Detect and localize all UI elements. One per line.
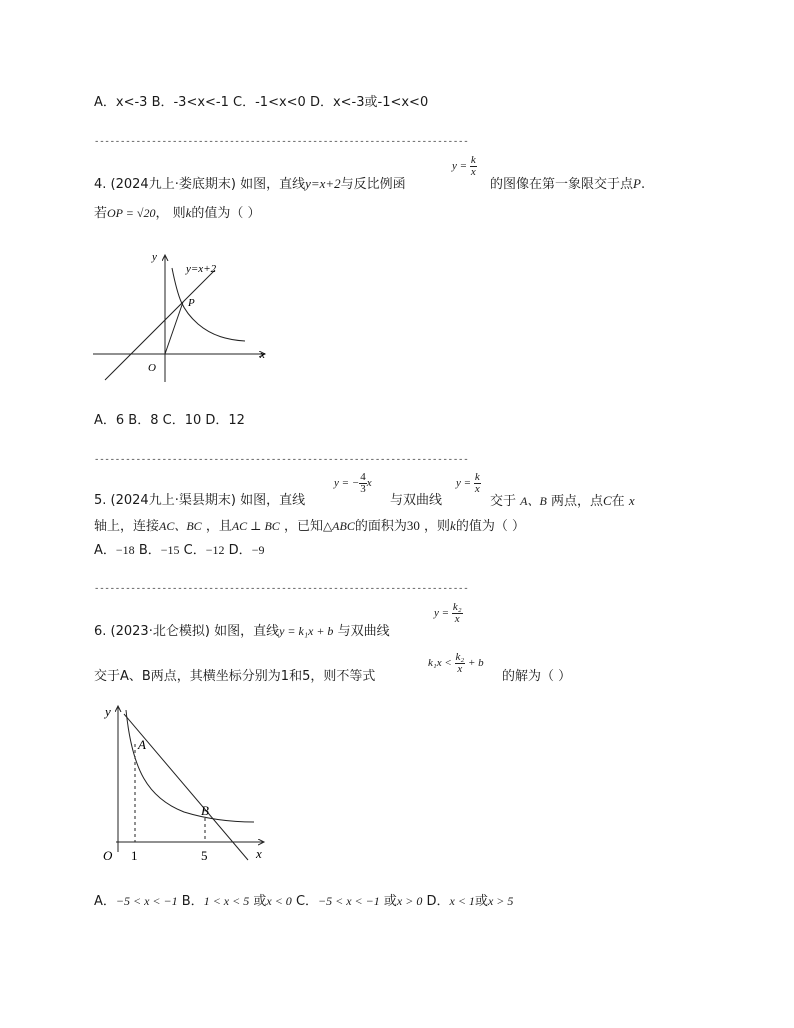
q5-options xyxy=(94,542,264,559)
q6-inequality xyxy=(428,652,484,675)
q6-x-label: x xyxy=(256,846,262,861)
q6-ineq-lhs: k₁x < xyxy=(428,657,452,670)
q4-func-lhs: y = xyxy=(452,160,468,173)
q4-source: (2024九上·娄底期末) xyxy=(110,177,236,192)
q5-curve-lhs: y = xyxy=(456,477,472,490)
q6-text: 与双曲线 xyxy=(337,624,390,639)
q6-ineq-den: x xyxy=(457,663,463,675)
q4-text: 与反比例函 xyxy=(340,177,406,192)
q5-points-ab: A、B xyxy=(520,494,547,508)
q6-ineq-num: k₂ xyxy=(455,651,465,663)
q4-stem-line2 xyxy=(94,205,261,222)
q5-opt-d-label: D． xyxy=(228,543,252,558)
q5-text: 轴上，连接 xyxy=(94,519,160,534)
q5-line-den: 3 xyxy=(360,483,366,495)
q6-ineq-frac xyxy=(455,652,466,675)
q4-k: k xyxy=(185,205,192,220)
q4-hyperbola xyxy=(172,268,245,341)
q4-text: 的图像在第一象限交于点 xyxy=(490,177,634,192)
q4-text: 的值为（ ） xyxy=(191,206,261,221)
q5-curve-den: x xyxy=(474,483,480,495)
q4-func-frac xyxy=(470,155,477,178)
q5-text: ，则 xyxy=(424,519,451,534)
q6-opt-c2: x > 0 xyxy=(396,894,423,908)
q4-p-label: P xyxy=(188,297,195,309)
q5-text: 与双曲线 xyxy=(390,493,443,508)
q6-opt-d1: x < 1 xyxy=(449,894,475,908)
q4-y-label: y xyxy=(152,251,157,263)
q4-text: ， 则 xyxy=(155,206,186,221)
q6-opt-b-label: B． xyxy=(181,894,204,909)
q6-opt-d2: x > 5 xyxy=(487,894,514,908)
q5-triangle: △ABC xyxy=(322,519,355,533)
q6-y-label: y xyxy=(105,704,111,719)
q5-text: 在 xyxy=(611,494,625,509)
q5-text: ，已知 xyxy=(283,519,323,534)
q6-tick-5: 5 xyxy=(201,848,208,863)
q4-text: 如图，直线 xyxy=(240,177,306,192)
q5-stem-line2 xyxy=(94,518,525,535)
q5-curve-num: k xyxy=(474,471,480,483)
q5-stem-line1b xyxy=(490,493,635,510)
q5-text: 交于 xyxy=(490,494,517,509)
q6-opt-b-or: 或 xyxy=(253,894,267,909)
q6-curve-eq xyxy=(434,602,463,625)
q5-text: 如图，直线 xyxy=(240,493,306,508)
q5-opt-c-label: C． xyxy=(183,543,206,558)
q6-text: 交于A、B两点，其横坐标分别为1和5，则不等式 xyxy=(94,669,376,684)
q6-stem-line1 xyxy=(94,623,390,640)
q6-opt-d-or: 或 xyxy=(474,894,488,909)
q4-text: . xyxy=(640,177,646,192)
q5-number: 5. xyxy=(94,493,107,508)
q6-line xyxy=(124,714,248,860)
q6-opt-d-label: D． xyxy=(426,894,450,909)
q5-curve-frac xyxy=(474,472,481,495)
q6-opt-b2: x < 0 xyxy=(266,894,292,908)
q6-opt-c-label: C． xyxy=(295,894,319,909)
q6-curve-lhs: y = xyxy=(434,607,450,620)
q5-x: x xyxy=(628,493,635,508)
q5-perp: AC ⊥ BC xyxy=(231,519,280,533)
q5-line-num: 4 xyxy=(360,471,366,483)
q6-text: 的解为（ ） xyxy=(502,669,572,684)
q6-origin-label: O xyxy=(103,848,113,863)
q6-curve-frac xyxy=(452,602,463,625)
q6-line-eq: y = k₁x + b xyxy=(279,624,334,638)
q6-opt-b1: 1 < x < 5 xyxy=(203,894,250,908)
q5-area: 30 xyxy=(406,518,420,533)
q5-stem-line1 xyxy=(94,493,305,509)
q4-func xyxy=(452,155,477,178)
q4-origin-label: O xyxy=(148,362,156,374)
q4-figure xyxy=(90,248,280,383)
q6-tick-1: 1 xyxy=(131,848,138,863)
q5-source: (2024九上·渠县期末) xyxy=(110,493,236,508)
q5-opt-a: −18 xyxy=(115,543,135,557)
q4-x-label: x xyxy=(260,349,265,361)
separator: ------------------------------------------------------------------------ xyxy=(94,584,469,594)
q5-opt-b: −15 xyxy=(160,543,180,557)
q6-opt-c-or: 或 xyxy=(383,894,397,909)
q5-line-x: x xyxy=(366,477,372,490)
q4-stem-line1 xyxy=(94,176,406,193)
q5-opt-c: −12 xyxy=(205,543,225,557)
q6-options xyxy=(94,893,513,910)
q5-text: ，且 xyxy=(205,519,232,534)
q6-b-label: B xyxy=(201,803,209,818)
q5-segs: AC、BC xyxy=(159,519,202,533)
q5-line-lhs: y = − xyxy=(334,477,360,490)
q6-opt-a-label: A． xyxy=(94,894,116,909)
q4-line-eq: y=x+2 xyxy=(305,176,341,191)
q5-curve-eq xyxy=(456,472,481,495)
q4-func-num: k xyxy=(470,154,476,166)
q6-opt-c1: −5 < x < −1 xyxy=(318,894,380,908)
q5-opt-b-label: B． xyxy=(138,543,161,558)
q6-figure xyxy=(96,700,276,868)
q6-a-label: A xyxy=(138,737,146,752)
q6-text: 如图，直线 xyxy=(214,624,280,639)
q4-options: A．6 B．8 C．10 D．12 xyxy=(94,413,245,428)
q5-text: 的面积为 xyxy=(354,519,407,534)
q4-segment-op xyxy=(165,302,183,354)
q4-text: 若 xyxy=(94,206,108,221)
q5-line-frac xyxy=(359,472,367,495)
q4-func-den: x xyxy=(470,166,476,178)
q4-stem-line1b xyxy=(490,176,645,193)
q6-source: (2023·北仑模拟) xyxy=(110,624,210,639)
q6-opt-a: −5 < x < −1 xyxy=(115,894,178,908)
q6-curve-den: x xyxy=(454,613,460,625)
q5-k: k xyxy=(450,518,456,533)
q5-line-eq xyxy=(334,472,372,495)
q6-ineq-rhs: + b xyxy=(467,657,484,670)
separator: ------------------------------------------------------------------------ xyxy=(94,137,469,147)
q4-line-label: y=x+2 xyxy=(186,263,217,275)
q5-text: 的值为（ ） xyxy=(455,519,525,534)
q5-text: 两点，点 xyxy=(550,494,603,509)
q5-opt-a-label: A． xyxy=(94,543,116,558)
q6-hyperbola xyxy=(126,710,254,822)
q6-curve-num: k₂ xyxy=(452,601,462,613)
q3-options: A．x<-3 B．-3<x<-1 C．-1<x<0 D．x<-3或-1<x<0 xyxy=(94,95,429,110)
q4-number: 4. xyxy=(94,177,107,192)
q5-opt-d: −9 xyxy=(251,543,265,557)
separator: ------------------------------------------------------------------------ xyxy=(94,455,469,465)
q6-number: 6. xyxy=(94,624,107,639)
q4-point: P xyxy=(633,176,641,191)
q5-point-c: C xyxy=(602,493,612,508)
q4-op-expr: OP = √20 xyxy=(107,206,156,220)
